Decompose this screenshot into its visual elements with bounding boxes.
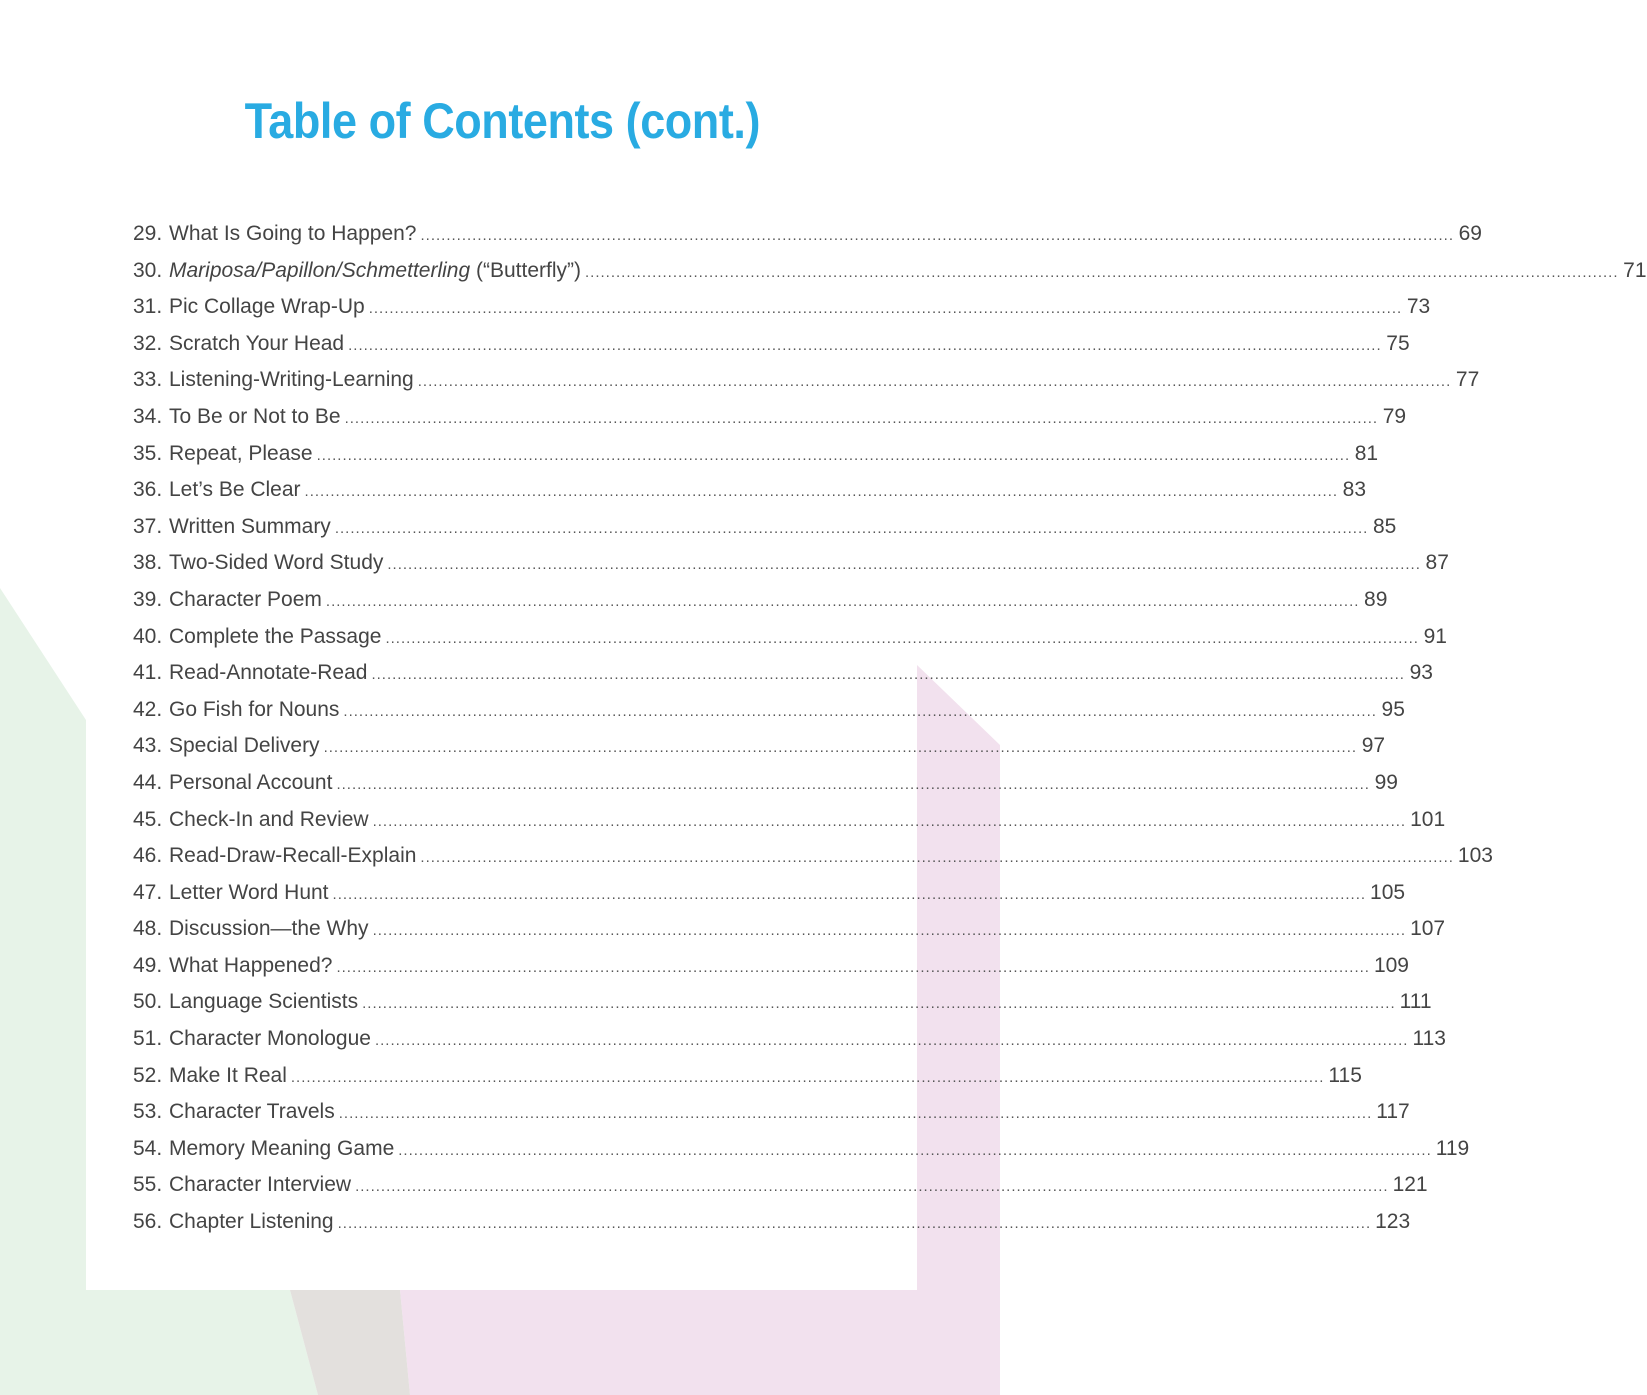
toc-entry-number: 33. <box>133 368 163 392</box>
toc-leader-dots: ........................................................................................................................................................................................................ <box>337 1215 1372 1233</box>
toc-entry-title: Character Interview <box>169 1173 352 1197</box>
toc-entry[interactable] <box>133 692 1405 729</box>
toc-entry[interactable] <box>133 1167 1428 1204</box>
toc-entry-title: Discussion—the Why <box>169 917 369 941</box>
toc-entry[interactable] <box>133 728 1386 765</box>
toc-entry-page: 85 <box>1372 514 1397 538</box>
toc-entry-page: 97 <box>1361 734 1386 758</box>
toc-list <box>133 216 1647 1241</box>
toc-entry-number: 44. <box>133 770 163 794</box>
toc-entry[interactable] <box>133 619 1447 656</box>
toc-leader-dots: ........................................................................................................................................................................................................ <box>304 483 1339 501</box>
toc-leader-dots: ........................................................................................................................................................................................................ <box>362 995 1396 1013</box>
toc-entry[interactable] <box>133 948 1409 985</box>
toc-leader-dots: ........................................................................................................................................................................................................ <box>332 885 1367 903</box>
toc-entry-title: Two-Sided Word Study <box>169 551 384 575</box>
toc-entry-title: Go Fish for Nouns <box>169 697 340 721</box>
toc-entry-page: 105 <box>1370 880 1406 904</box>
toc-entry-title: Let’s Be Clear <box>169 478 301 502</box>
toc-entry-page: 79 <box>1382 404 1407 428</box>
toc-leader-dots: ........................................................................................................................................................................................................ <box>290 1068 1325 1086</box>
toc-entry-page: 117 <box>1376 1100 1410 1124</box>
toc-leader-dots: ........................................................................................................................................................................................................ <box>420 227 1454 244</box>
toc-entry[interactable] <box>133 875 1406 912</box>
toc-entry-number: 31. <box>133 295 163 319</box>
toc-leader-dots: ........................................................................................................................................................................................................ <box>398 1141 1432 1159</box>
toc-entry-title: Complete the Passage <box>169 624 382 648</box>
toc-entry-title: Read-Annotate-Read <box>169 661 368 685</box>
toc-leader-dots: ........................................................................................................................................................................................................ <box>585 263 1619 281</box>
toc-entry-page: 83 <box>1342 478 1367 502</box>
toc-entry-page: 71 <box>1623 258 1647 282</box>
toc-leader-dots: ........................................................................................................................................................................................................ <box>355 1178 1389 1196</box>
toc-entry[interactable] <box>133 911 1446 948</box>
toc-entry-number: 50. <box>133 990 163 1014</box>
toc-entry[interactable] <box>133 1131 1470 1168</box>
toc-entry-title: Make It Real <box>169 1063 287 1087</box>
toc-entry-number: 56. <box>133 1210 163 1234</box>
page-title: Table of Contents (cont.) <box>244 93 760 149</box>
toc-entry-page: 123 <box>1375 1210 1411 1234</box>
toc-entry-number: 42. <box>133 697 163 721</box>
toc-entry-page: 75 <box>1386 331 1410 355</box>
toc-leader-dots: ........................................................................................................................................................................................................ <box>385 629 1419 647</box>
toc-entry-number: 45. <box>133 807 163 831</box>
toc-leader-dots: ........................................................................................................................................................................................................ <box>343 702 1377 720</box>
toc-leader-dots: ........................................................................................................................................................................................................ <box>372 922 1407 940</box>
toc-entry-number: 38. <box>133 551 163 575</box>
toc-entry[interactable] <box>133 326 1410 363</box>
toc-entry-number: 54. <box>133 1136 163 1160</box>
toc-entry-number: 46. <box>133 844 163 868</box>
toc-entry-title: Language Scientists <box>169 990 359 1014</box>
toc-entry[interactable] <box>133 545 1449 582</box>
toc-entry-title: Special Delivery <box>169 734 320 758</box>
toc-entry-title: Character Monologue <box>169 1027 371 1051</box>
toc-leader-dots: ........................................................................................................................................................................................................ <box>371 666 1405 684</box>
toc-entry-number: 37. <box>133 514 163 538</box>
toc-entry-title: Scratch Your Head <box>169 331 345 355</box>
toc-entry-page: 69 <box>1458 222 1482 245</box>
toc-entry-page: 115 <box>1328 1063 1362 1087</box>
toc-leader-dots: ........................................................................................................................................................................................................ <box>323 739 1358 757</box>
toc-leader-dots: ........................................................................................................................................................................................................ <box>420 849 1454 867</box>
toc-leader-dots: ........................................................................................................................................................................................................ <box>348 336 1382 354</box>
toc-entry-title: Written Summary <box>169 514 331 538</box>
toc-entry-page: 95 <box>1381 697 1405 721</box>
toc-entry[interactable] <box>133 472 1367 509</box>
toc-entry-title: What Happened? <box>169 953 333 977</box>
toc-entry[interactable] <box>133 802 1446 839</box>
toc-entry-number: 51. <box>133 1027 163 1051</box>
toc-entry-page: 109 <box>1373 953 1409 977</box>
toc-entry-number: 40. <box>133 624 163 648</box>
toc-entry[interactable] <box>133 216 1482 253</box>
toc-entry-title: Chapter Listening <box>169 1210 334 1234</box>
toc-entry[interactable] <box>133 509 1397 546</box>
toc-entry[interactable] <box>133 1058 1362 1095</box>
toc-leader-dots: ........................................................................................................................................................................................................ <box>387 556 1421 574</box>
toc-entry-number: 39. <box>133 587 163 611</box>
toc-leader-dots: ........................................................................................................................................................................................................ <box>336 958 1370 976</box>
toc-leader-dots: ........................................................................................................................................................................................................ <box>334 519 1369 537</box>
toc-entry[interactable] <box>133 253 1647 290</box>
toc-entry[interactable] <box>133 582 1388 619</box>
toc-entry-page: 91 <box>1423 624 1447 648</box>
toc-entry[interactable] <box>133 984 1432 1021</box>
toc-entry-number: 52. <box>133 1063 163 1087</box>
toc-entry-page: 89 <box>1364 587 1388 611</box>
toc-entry-page: 111 <box>1399 990 1432 1014</box>
toc-entry-title: Personal Account <box>169 770 333 794</box>
toc-entry[interactable] <box>133 838 1493 875</box>
toc-entry[interactable] <box>133 436 1379 473</box>
toc-entry-number: 36. <box>133 478 163 502</box>
toc-entry-page: 103 <box>1457 844 1493 868</box>
toc-entry-number: 32. <box>133 331 163 355</box>
toc-entry-title: Letter Word Hunt <box>169 880 329 904</box>
toc-entry-page: 81 <box>1354 441 1379 465</box>
toc-leader-dots: ........................................................................................................................................................................................................ <box>372 812 1407 830</box>
toc-entry-number: 35. <box>133 441 163 465</box>
toc-entry-title: Read-Draw-Recall-Explain <box>169 844 417 868</box>
toc-entry[interactable] <box>133 289 1431 326</box>
toc-entry-title: To Be or Not to Be <box>169 404 341 428</box>
toc-entry-number: 29. <box>133 222 163 245</box>
toc-entry-page: 113 <box>1412 1027 1446 1051</box>
toc-entry-page: 119 <box>1435 1136 1470 1160</box>
toc-entry-title: Mariposa/Papillon/Schmetterling (“Butterfly”) <box>169 258 581 282</box>
toc-entry-title: Repeat, Please <box>169 441 313 465</box>
toc-entry-number: 53. <box>133 1100 163 1124</box>
toc-entry-number: 47. <box>133 880 163 904</box>
toc-entry-number: 49. <box>133 953 163 977</box>
toc-leader-dots: ........................................................................................................................................................................................................ <box>417 373 1452 391</box>
toc-entry-page: 93 <box>1409 661 1433 685</box>
toc-entry-title: Pic Collage Wrap-Up <box>169 295 365 319</box>
toc-entry-number: 30. <box>133 258 163 282</box>
toc-leader-dots: ........................................................................................................................................................................................................ <box>368 300 1403 318</box>
toc-entry-number: 55. <box>133 1173 163 1197</box>
toc-entry-title: Character Travels <box>169 1100 335 1124</box>
toc-entry-number: 41. <box>133 661 163 685</box>
toc-entry-page: 121 <box>1392 1173 1428 1197</box>
toc-entry-page: 87 <box>1425 551 1449 575</box>
toc-entry-number: 34. <box>133 404 163 428</box>
toc-entry[interactable] <box>133 1204 1411 1241</box>
toc-leader-dots: ........................................................................................................................................................................................................ <box>316 446 1351 464</box>
toc-entry-title: What Is Going to Happen? <box>169 222 417 245</box>
toc-leader-dots: ........................................................................................................................................................................................................ <box>325 592 1360 610</box>
toc-entry[interactable] <box>133 362 1480 399</box>
toc-entry[interactable] <box>133 399 1407 436</box>
toc-entry-number: 48. <box>133 917 163 941</box>
toc-entry-title: Character Poem <box>169 587 322 611</box>
toc-entry[interactable] <box>133 1021 1446 1058</box>
toc-entry-title: Check-In and Review <box>169 807 369 831</box>
toc-entry-page: 77 <box>1455 368 1480 392</box>
toc-leader-dots: ........................................................................................................................................................................................................ <box>374 1032 1409 1050</box>
toc-entry[interactable] <box>133 765 1398 802</box>
toc-entry-title: Listening-Writing-Learning <box>169 368 414 392</box>
toc-leader-dots: ........................................................................................................................................................................................................ <box>336 775 1370 793</box>
toc-entry-page: 99 <box>1374 770 1398 794</box>
toc-entry-page: 101 <box>1410 807 1446 831</box>
toc-entry[interactable] <box>133 655 1433 692</box>
toc-entry[interactable] <box>133 1094 1410 1131</box>
toc-entry-title: Memory Meaning Game <box>169 1136 395 1160</box>
toc-entry-page: 107 <box>1410 917 1446 941</box>
toc-entry-page: 73 <box>1406 295 1431 319</box>
toc-entry-number: 43. <box>133 734 163 758</box>
toc-leader-dots: ........................................................................................................................................................................................................ <box>338 1105 1373 1123</box>
toc-leader-dots: ........................................................................................................................................................................................................ <box>344 409 1379 427</box>
